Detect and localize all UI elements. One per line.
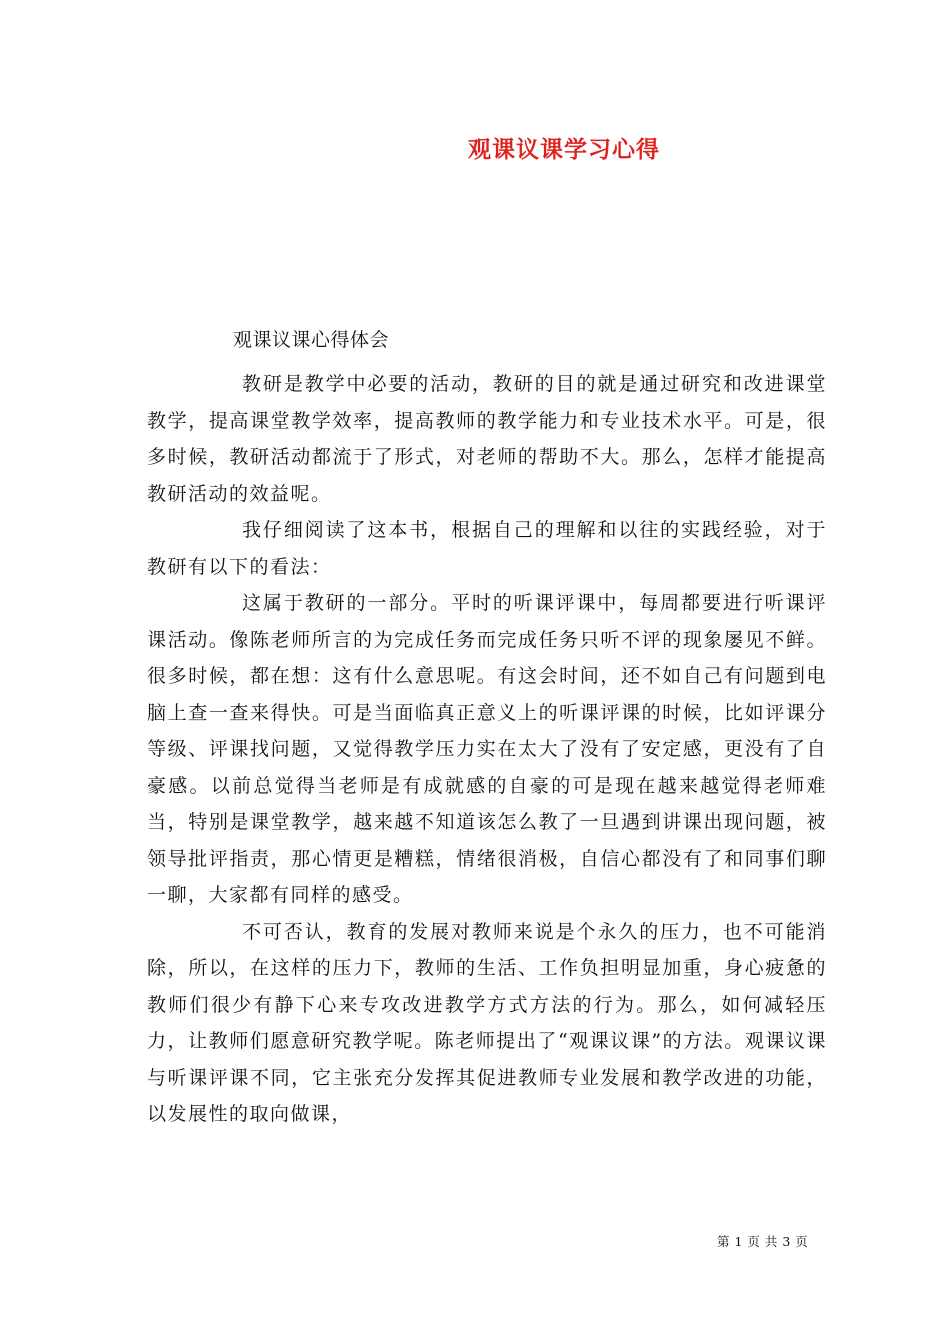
- page-footer: 第 1 页 共 3 页: [717, 1234, 809, 1249]
- document-title: 观课议课学习心得: [468, 136, 660, 163]
- paragraph-1: 教研是教学中必要的活动，教研的目的就是通过研究和改进课堂教学，提高课堂教学效率，提高教师的教学能力和专业技术水平。可是，很多时候，教研活动都流于了形式，对老师的帮助不大。那么，怎样才能提高教研活动的效益呢。: [147, 373, 827, 505]
- paragraph-3: 这属于教研的一部分。平时的听课评课中，每周都要进行听课评课活动。像陈老师所言的为完成任务而完成任务只听不评的现象屡见不鲜。很多时候，都在想：这有什么意思呢。有这会时间，还不如自己有问题到电脑上查一查来得快。可是当面临真正意义上的听课评课的时候，比如评课分等级、评课找问题，又觉得教学压力实在太大了没有了安定感，更没有了自豪感。以前总觉得当老师是有成就感的自豪的可是现在越来越觉得老师难当，特别是课堂教学，越来越不知道该怎么教了一旦遇到讲课出现问题，被领导批评指责，那心情更是糟糕，情绪很消极，自信心都没有了和同事们聊一聊，大家都有同样的感受。: [147, 592, 827, 906]
- document-subtitle: 观课议课心得体会: [233, 329, 390, 351]
- document-body: [147, 366, 827, 1133]
- paragraph-4: 不可否认，教育的发展对教师来说是个永久的压力，也不可能消除，所以，在这样的压力下，教师的生活、工作负担明显加重，身心疲惫的教师们很少有静下心来专攻改进教学方式方法的行为。那么，如何减轻压力，让教师们愿意研究教学呢。陈老师提出了“观课议课”的方法。观课议课与听课评课不同，它主张充分发挥其促进教师专业发展和教学改进的功能，以发展性的取向做课，: [147, 920, 827, 1125]
- paragraph-2: 我仔细阅读了这本书，根据自己的理解和以往的实践经验，对于教研有以下的看法：: [147, 519, 827, 578]
